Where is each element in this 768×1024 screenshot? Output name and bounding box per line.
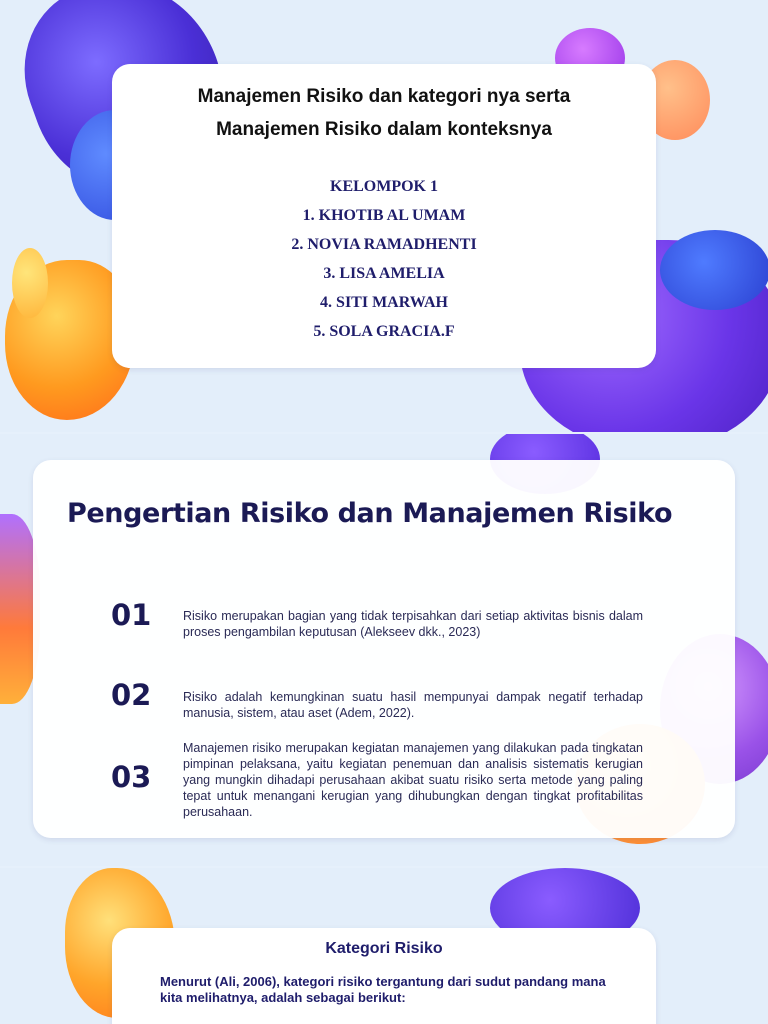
presentation-title [112,80,656,146]
member-item: 5. SOLA GRACIA.F [313,323,455,340]
slide-2 [0,434,768,866]
decorative-blob-blue-right [660,230,768,310]
intro-text: Menurut (Ali, 2006), kategori risiko tergantung dari sudut pandang mana kita melihatnya, adalah sebagai berikut: [160,974,606,1005]
point-text: Risiko merupakan bagian yang tidak terpisahkan dari setiap aktivitas bisnis dalam proses pengambilan keputusan (Alekseev dkk., 2023) [183,609,643,639]
section-title: Pengertian Risiko dan Manajemen Risiko [67,498,673,529]
title-card [112,64,656,368]
category-card [112,928,656,1024]
slide-1 [0,0,768,432]
member-item: 3. LISA AMELIA [323,265,445,282]
point-number: 02 [111,678,152,712]
section-title: Kategori Risiko [325,940,443,957]
slide-3 [0,868,768,1024]
point-number: 03 [111,760,152,794]
point-text: Risiko adalah kemungkinan suatu hasil mempunyai dampak negatif terhadap manusia, sistem, atau aset (Adem, 2022). [183,690,643,720]
group-members-list [112,172,656,346]
title-line-2: Manajemen Risiko dalam konteksnya [216,119,552,140]
group-label: KELOMPOK 1 [330,178,438,195]
point-text: Manajemen risiko merupakan kegiatan manajemen yang dilakukan pada tingkatan pimpinan pelaksana, yaitu kegiatan penemuan dan analisis sistematis kerugian yang mungkin dihadapi perusahaan akibat suatu risiko serta metode yang paling tepat untuk menangani kerugian yang dihubungkan dengan tingkat profitabilitas perusahaan. [183,741,643,819]
member-item: 1. KHOTIB AL UMAM [302,207,466,224]
definition-card [33,460,735,838]
decorative-blob-yellow [12,248,48,318]
member-item: 4. SITI MARWAH [320,294,448,311]
title-line-1: Manajemen Risiko dan kategori nya serta [197,86,571,107]
member-item: 2. NOVIA RAMADHENTI [291,236,477,253]
point-number: 01 [111,598,152,632]
